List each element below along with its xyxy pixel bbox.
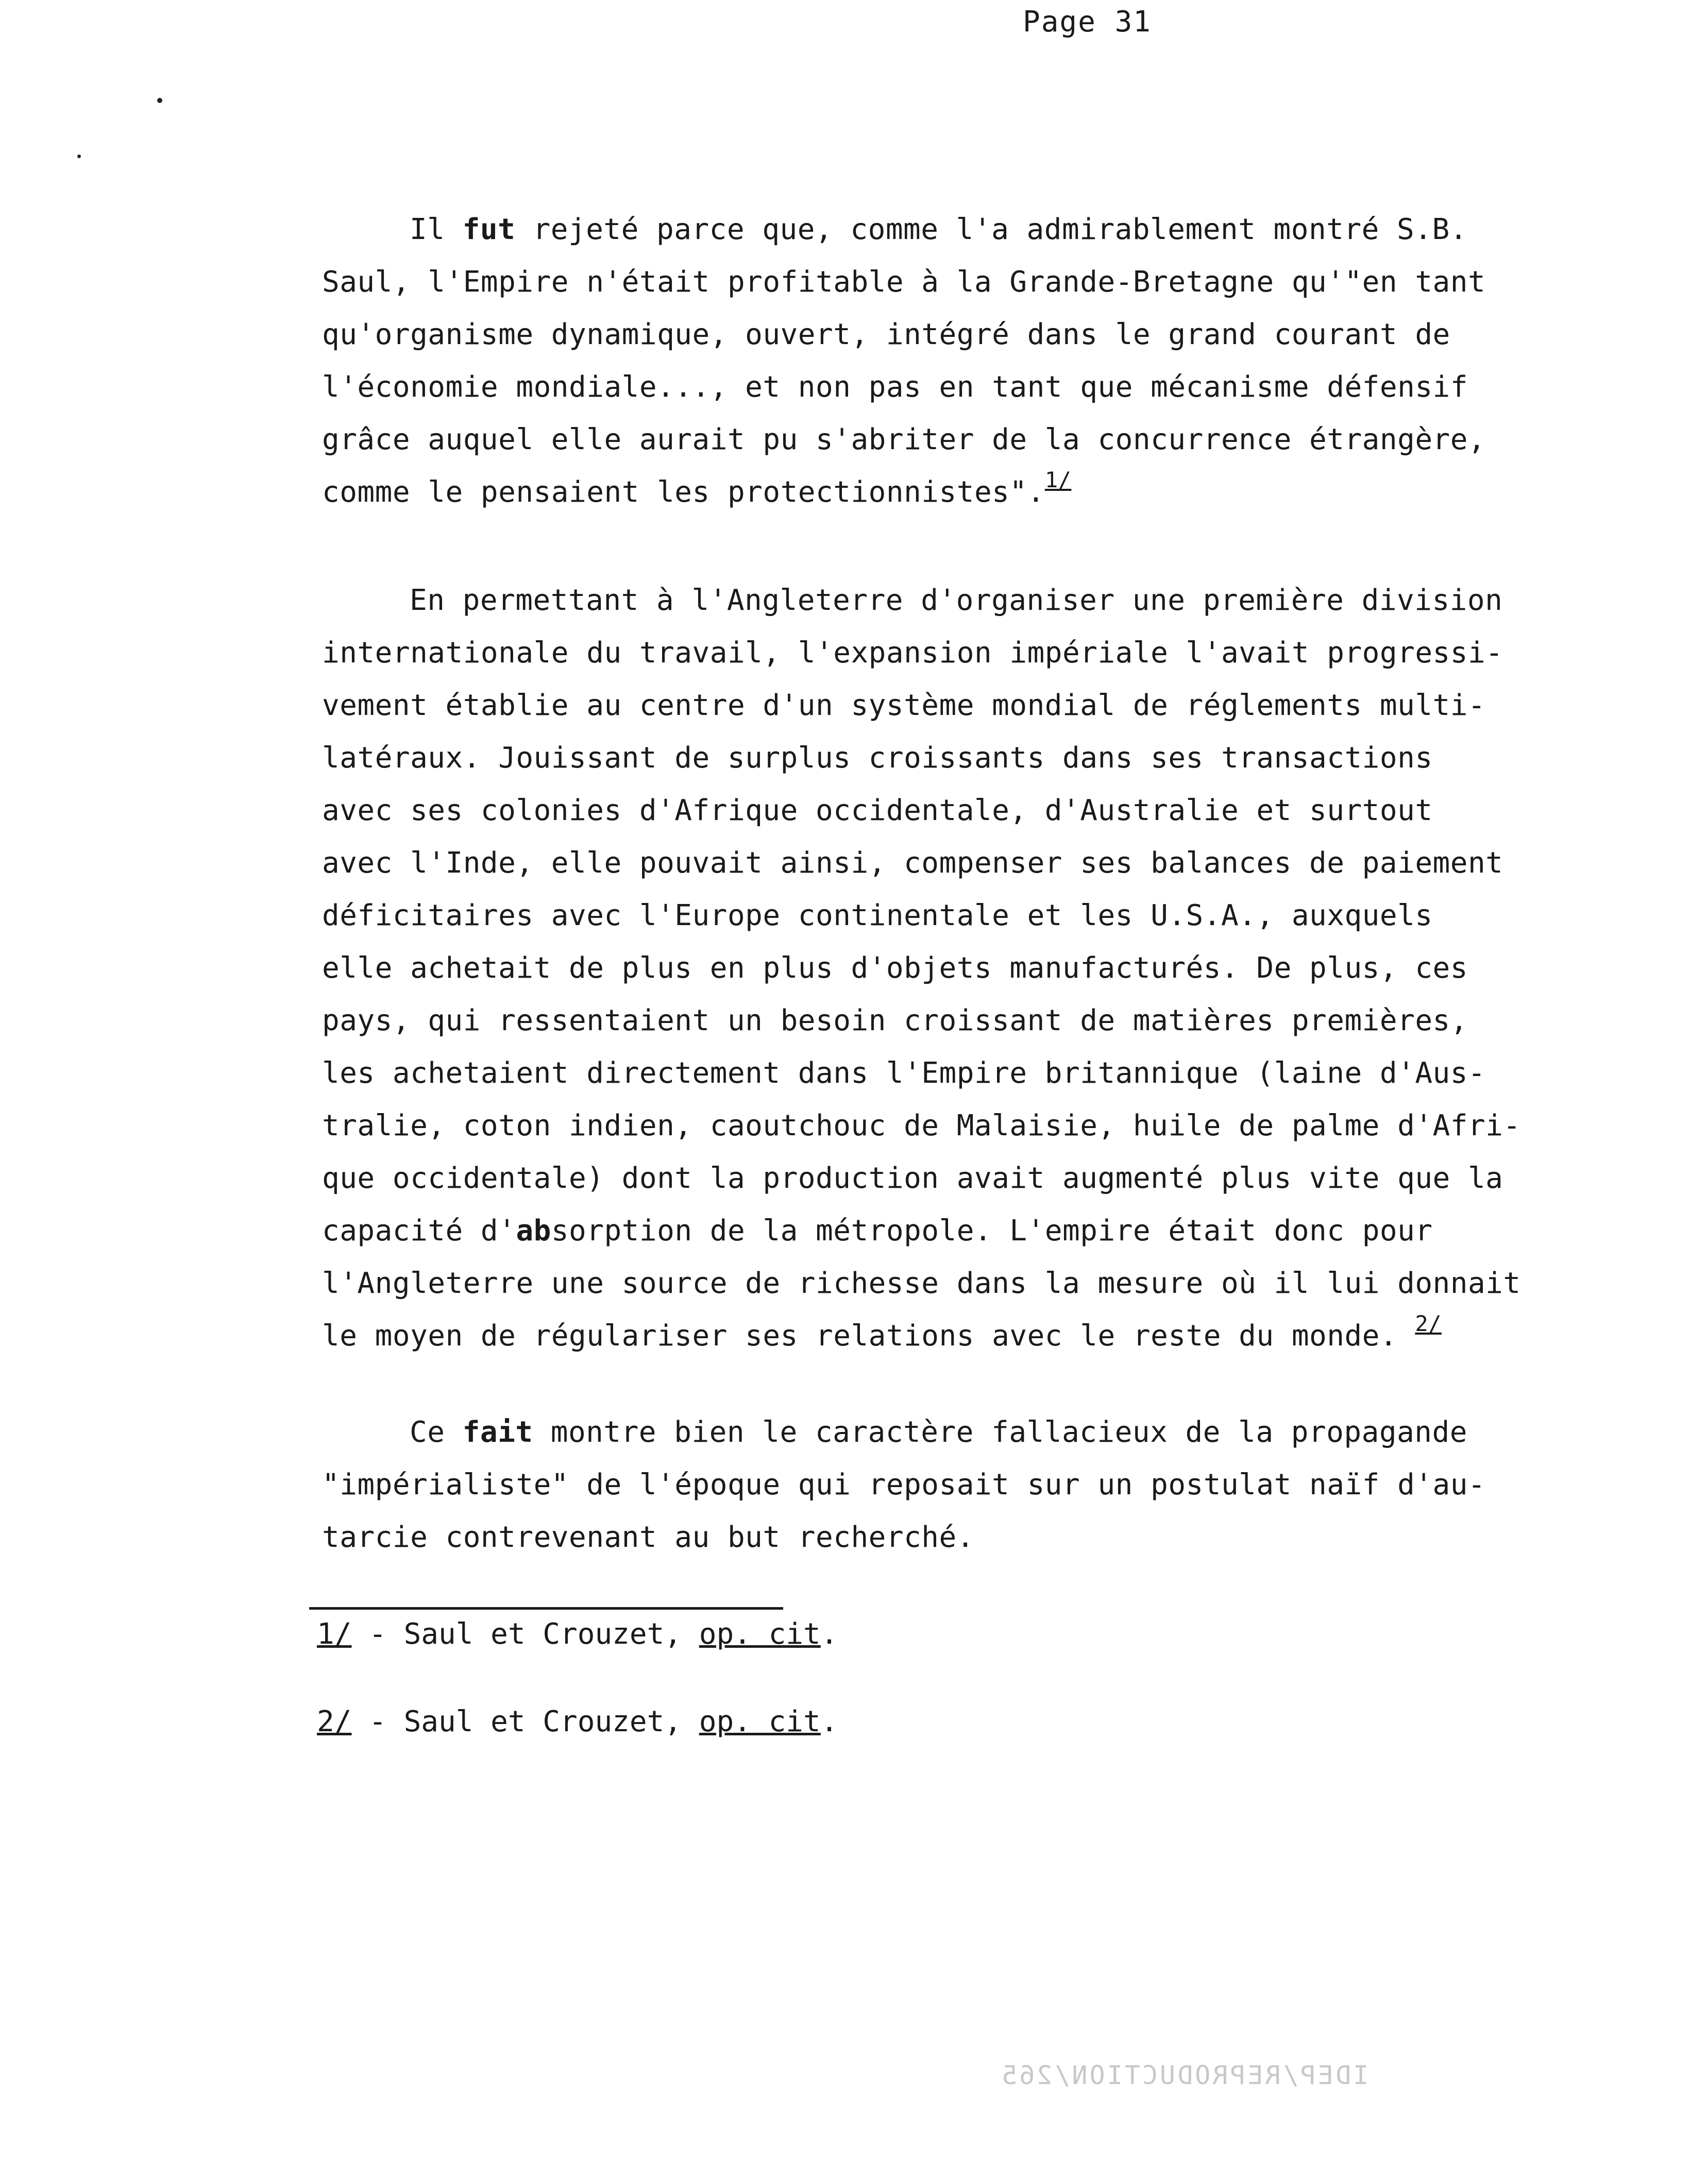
text-line: l'économie mondiale..., et non pas en tant que mécanisme défensif <box>322 370 1468 404</box>
text-line: Ce fait montre bien le caractère fallacieux de la propagande <box>410 1415 1467 1449</box>
text-line: le moyen de régulariser ses relations avec le reste du monde. $^{2/}$ <box>322 1311 1442 1353</box>
reproduction-stamp: IDEP/REPRODUCTION/265 <box>1000 2060 1369 2090</box>
text-line: déficitaires avec l'Europe continentale et les U.S.A., auxquels <box>322 899 1433 932</box>
footnote-ref-1: 1/ <box>1044 467 1072 492</box>
footnote-1: 1/ - Saul et Crouzet, op. cit. <box>317 1617 838 1651</box>
scan-speck <box>77 155 81 158</box>
footnote-cite: op. cit <box>699 1705 821 1738</box>
text-line: Il fut rejeté parce que, comme l'a admirablement montré S.B. <box>410 213 1467 246</box>
paragraph-2 <box>322 574 1548 1362</box>
footnote-mark: 1/ <box>317 1617 352 1651</box>
text-line: elle achetait de plus en plus d'objets manufacturés. De plus, ces <box>322 951 1468 985</box>
footnote-divider <box>309 1607 783 1610</box>
text-line: les achetaient directement dans l'Empire britannique (laine d'Aus- <box>322 1056 1486 1090</box>
footnote-cite: op. cit <box>699 1617 821 1651</box>
footnote-2: 2/ - Saul et Crouzet, op. cit. <box>317 1705 838 1738</box>
text-line: internationale du travail, l'expansion impériale l'avait progressi- <box>322 636 1503 670</box>
scan-speck <box>157 98 162 103</box>
footnote-mark: 2/ <box>317 1705 352 1738</box>
text-line: En permettant à l'Angleterre d'organiser une première division <box>410 584 1503 617</box>
text-line: capacité d'absorption de la métropole. L'empire était donc pour <box>322 1214 1433 1248</box>
paragraph-1 <box>322 203 1548 519</box>
paragraph-3 <box>322 1406 1548 1564</box>
text-line: que occidentale) dont la production avait augmenté plus vite que la <box>322 1162 1503 1195</box>
text-line: tarcie contrevenant au but recherché. <box>322 1521 974 1554</box>
text-line: Saul, l'Empire n'était profitable à la Grande-Bretagne qu'"en tant <box>322 265 1486 299</box>
text-line: "impérialiste" de l'époque qui reposait sur un postulat naïf d'au- <box>322 1468 1486 1502</box>
text-line: avec l'Inde, elle pouvait ainsi, compenser ses balances de paiement <box>322 846 1503 880</box>
footnote-ref-2: 2/ <box>1415 1311 1442 1336</box>
text-line: qu'organisme dynamique, ouvert, intégré dans le grand courant de <box>322 318 1450 351</box>
page-number: Page 31 <box>1023 5 1152 39</box>
text-line: l'Angleterre une source de richesse dans la mesure où il lui donnait <box>322 1267 1521 1300</box>
text-line: comme le pensaient les protectionnistes".$^{1/}$ <box>322 467 1072 509</box>
text-line: latéraux. Jouissant de surplus croissants dans ses transactions <box>322 741 1433 775</box>
text-line: grâce auquel elle aurait pu s'abriter de la concurrence étrangère, <box>322 423 1486 456</box>
text-line: pays, qui ressentaient un besoin croissant de matières premières, <box>322 1004 1468 1037</box>
text-line: vement établie au centre d'un système mondial de réglements multi- <box>322 689 1486 722</box>
text-line: tralie, coton indien, caoutchouc de Malaisie, huile de palme d'Afri- <box>322 1109 1521 1142</box>
text-line: avec ses colonies d'Afrique occidentale, d'Australie et surtout <box>322 794 1433 827</box>
